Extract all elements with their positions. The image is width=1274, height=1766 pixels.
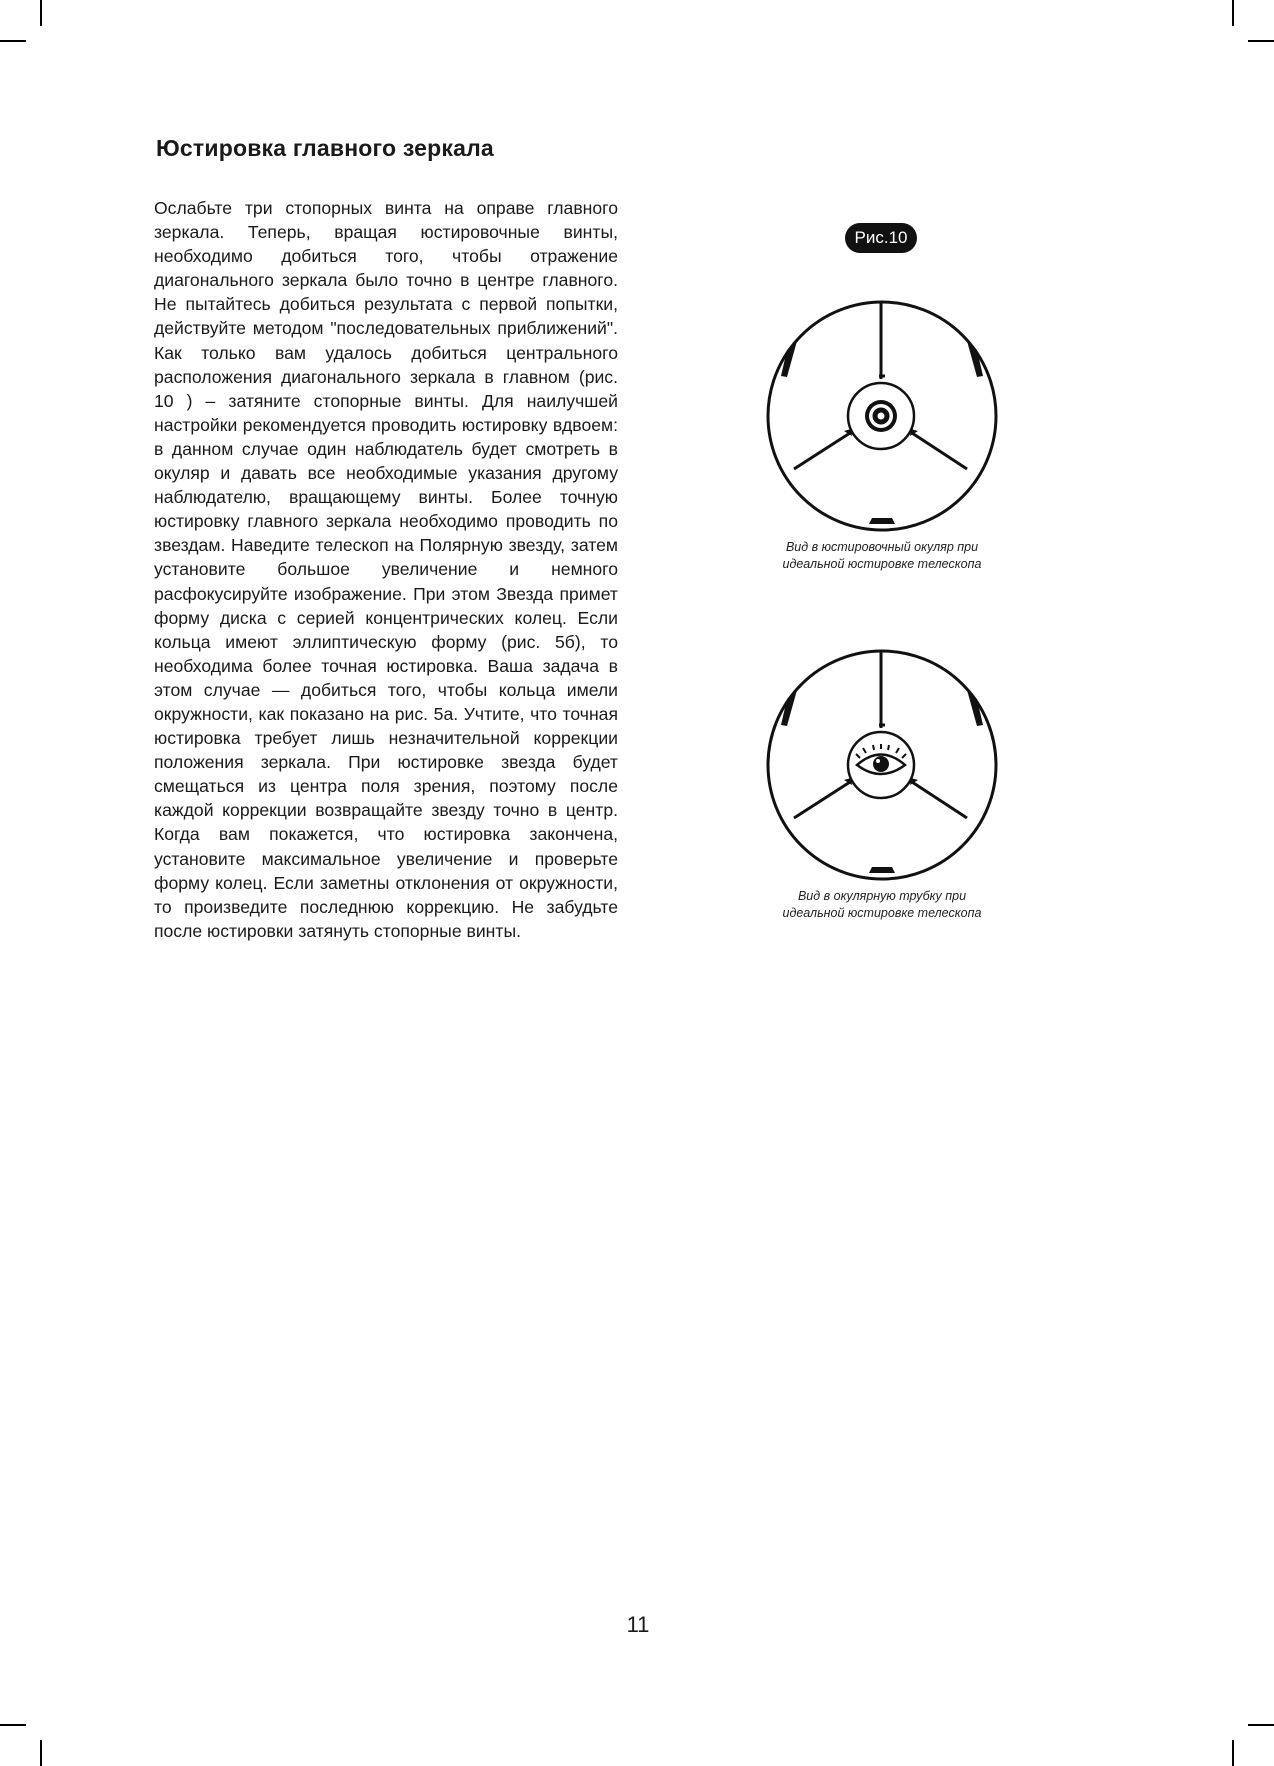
crop-mark	[40, 0, 42, 26]
eye-icon	[856, 744, 906, 774]
figure-caption: Вид в окулярную трубку при идеальной юстировке телескопа	[782, 889, 982, 920]
figure-caption: Вид в юстировочный окуляр при идеальной юстировке телескопа	[782, 540, 982, 571]
crop-mark	[0, 1724, 26, 1726]
sight-tube-diagram	[765, 648, 999, 882]
figure-label: Рис.10	[845, 223, 917, 253]
page-number: 11	[626, 1612, 650, 1637]
target-rings-icon	[865, 400, 897, 432]
page-title: Юстировка главного зеркала	[156, 135, 494, 161]
crop-mark	[40, 1740, 42, 1766]
crop-mark	[1232, 0, 1234, 26]
crop-mark	[1232, 1740, 1234, 1766]
body-text: Ослабьте три стопорных винта на оправе главного зеркала. Теперь, вращая юстировочные винты, необходимо добиться того, чтобы отражение диагонального зеркала было точно в центре главного. Не пытайтесь добиться результата с первой попытки, действуйте методом "последовательных приближений". Как только вам удалось добиться центрального расположения диагонального зеркала в главном (рис. 10 ) – затяните стопорные винты. Для наилучшей настройки рекомендуется проводить юстировку вдвоем: в данном случае один наблюдатель будет смотреть в окуляр и давать все необходимые указания другому наблюдателю, вращающему винты. Более точную юстировку главного зеркала необходимо проводить по звездам. Наведите телескоп на Полярную звезду, затем установите большое увеличение и немного расфокусируйте изображение. При этом Звезда примет форму диска с серией концентрических колец. Если кольца имеют эллиптическую форму (рис. 5б), то необходима более точная юстировка. Ваша задача в этом случае — добиться того, чтобы кольца имели окружности, как показано на рис. 5а. Учтите, что точная юстировка требует лишь незначительной коррекции положения зеркала. При юстировке звезда будет смещаться из центра поля зрения, поэтому после каждой коррекции возвращайте звезду точно в центр. Когда вам покажется, что юстировка закончена, установите максимальное увеличение и проверьте форму колец. Если заметны отклонения от окружности, то произведите последнюю коррекцию. Не забудьте после юстировки затянуть стопорные винты.	[154, 198, 618, 941]
crop-mark	[1248, 40, 1274, 42]
alignment-eyepiece-diagram	[765, 299, 999, 533]
crop-mark	[0, 40, 26, 42]
crop-mark	[1248, 1724, 1274, 1726]
